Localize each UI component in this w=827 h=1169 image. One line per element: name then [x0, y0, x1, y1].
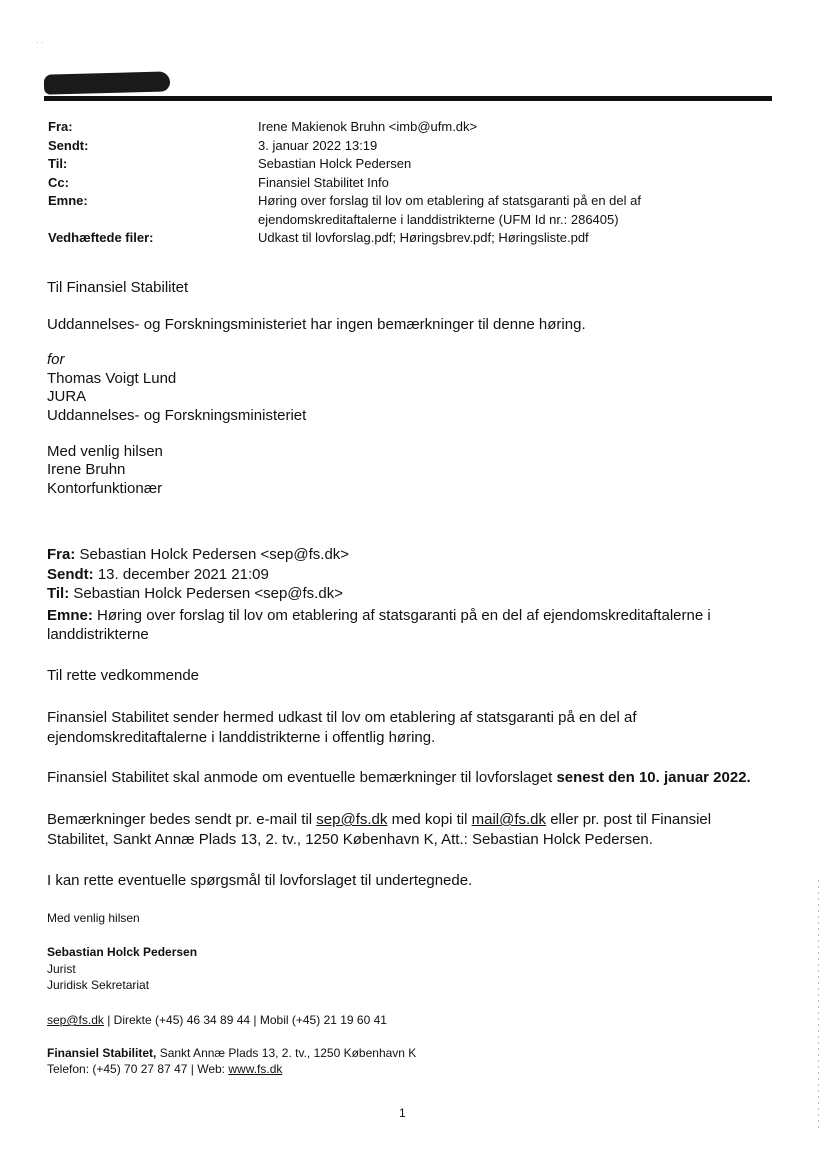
orig-paragraph-4: I kan rette eventuelle spørgsmål til lovforslaget til undertegnede. [47, 872, 473, 889]
reply-name: Irene Bruhn [47, 461, 126, 478]
orig-to-value: Sebastian Holck Pedersen <sep@fs.dk> [73, 585, 343, 602]
orig-subject-cont: landdistrikterne [47, 626, 149, 643]
redacted-name-mark [44, 71, 170, 94]
reply-regards: Med venlig hilsen [47, 443, 163, 460]
orig-from [47, 546, 777, 565]
orig-to [47, 585, 777, 604]
orig-subject-label: Emne: [47, 607, 93, 624]
orig-paragraph-2 [47, 769, 777, 788]
header-value: Sebastian Holck Pedersen [258, 156, 412, 171]
sig-name: Sebastian Holck Pedersen [47, 945, 198, 959]
sig-phone-web [47, 1061, 777, 1078]
reply-sig-ministry: Uddannelses- og Forskningsministeriet [47, 407, 307, 424]
orig-sent [47, 566, 777, 585]
header-row-cc [48, 174, 748, 193]
sig-email-link[interactable]: sep@fs.dk [47, 1013, 104, 1027]
header-label: Fra: [48, 119, 73, 134]
orig-from-label: Fra: [47, 546, 76, 563]
deadline-text: Finansiel Stabilitet skal anmode om eventuelle bemærkninger til lovforslaget [47, 769, 553, 786]
p3-text-1: Bemærkninger bedes sendt pr. e-mail til [47, 811, 313, 828]
reply-title: Kontorfunktionær [47, 480, 163, 497]
sig-title: Jurist [47, 962, 76, 976]
header-row-subject [48, 192, 748, 211]
sig-contact [47, 1012, 777, 1029]
sig-regards: Med venlig hilsen [47, 911, 140, 925]
orig-paragraph-1b: ejendomskreditaftalerne i landdistrikterne i offentlig høring. [47, 729, 436, 746]
header-label: Sendt: [48, 137, 89, 153]
p3-text-2: med kopi til [391, 811, 468, 828]
sig-department: Juridisk Sekretariat [47, 978, 150, 992]
header-value: 3. januar 2022 13:19 [258, 137, 378, 153]
header-label: Emne: [48, 193, 88, 208]
sig-phone: Telefon: (+45) 70 27 87 47 | Web: [47, 1062, 226, 1076]
orig-subject-value: Høring over forslag til lov om etablering af statsgaranti på en del af ejendomskreditaftalerne i [97, 607, 711, 624]
header-value: Irene Makienok Bruhn <imb@ufm.dk> [258, 119, 478, 134]
reply-sig-dept: JURA [47, 388, 87, 405]
attachments-value: Udkast til lovforslag.pdf; Høringsbrev.pdf; Høringsliste.pdf [258, 230, 589, 245]
header-row-attachments [48, 229, 748, 248]
sep-email-link[interactable]: sep@fs.dk [316, 811, 388, 828]
header-value: Finansiel Stabilitet Info [258, 174, 389, 190]
orig-sent-label: Sendt: [47, 566, 94, 583]
orig-greeting: Til rette vedkommende [47, 667, 200, 684]
header-label: Cc: [48, 174, 69, 190]
orig-paragraph-3a [47, 811, 777, 830]
scan-edge-artifact [818, 880, 819, 1130]
header-label: Vedhæftede filer: [48, 230, 154, 245]
reply-sig-name: Thomas Voigt Lund [47, 370, 177, 387]
page-number: 1 [399, 1106, 406, 1120]
orig-from-value: Sebastian Holck Pedersen <sep@fs.dk> [79, 546, 350, 563]
email-header [48, 118, 748, 248]
sig-phones: | Direkte (+45) 46 34 89 44 | Mobil (+45) 21 19 60 41 [107, 1013, 387, 1027]
sig-org [47, 1045, 777, 1062]
mail-email-link[interactable]: mail@fs.dk [471, 811, 547, 828]
scan-speck: · · [36, 38, 44, 47]
header-row-from [48, 118, 748, 137]
header-label: Til: [48, 156, 68, 171]
orig-paragraph-3b: Stabilitet, Sankt Annæ Plads 13, 2. tv., 1250 København K, Att.: Sebastian Holck Pedersen. [47, 831, 653, 848]
orig-sent-value: 13. december 2021 21:09 [97, 566, 269, 583]
header-value: Høring over forslag til lov om etablering af statsgaranti på en del af [258, 193, 641, 208]
header-value: ejendomskreditaftalerne i landdistrikterne (UFM Id nr.: 286405) [258, 211, 619, 227]
orig-paragraph-1a: Finansiel Stabilitet sender hermed udkast til lov om etablering af statsgaranti på en del af [47, 709, 637, 726]
header-row-to [48, 155, 748, 174]
sig-org-name: Finansiel Stabilitet, [47, 1046, 157, 1060]
p3-text-3: eller pr. post til Finansiel [550, 811, 712, 828]
orig-subject [47, 607, 777, 626]
reply-greeting: Til Finansiel Stabilitet [47, 279, 189, 296]
header-label [48, 211, 258, 230]
header-row-sent [48, 137, 748, 156]
reply-for: for [47, 351, 65, 368]
orig-to-label: Til: [47, 585, 70, 602]
deadline-date: senest den 10. januar 2022. [556, 769, 751, 786]
website-link[interactable]: www.fs.dk [228, 1062, 283, 1076]
reply-message: Uddannelses- og Forskningsministeriet har ingen bemærkninger til denne høring. [47, 316, 586, 333]
sig-org-address: Sankt Annæ Plads 13, 2. tv., 1250 København K [159, 1046, 417, 1060]
header-row-subject-cont [48, 211, 748, 230]
header-rule [44, 96, 772, 101]
